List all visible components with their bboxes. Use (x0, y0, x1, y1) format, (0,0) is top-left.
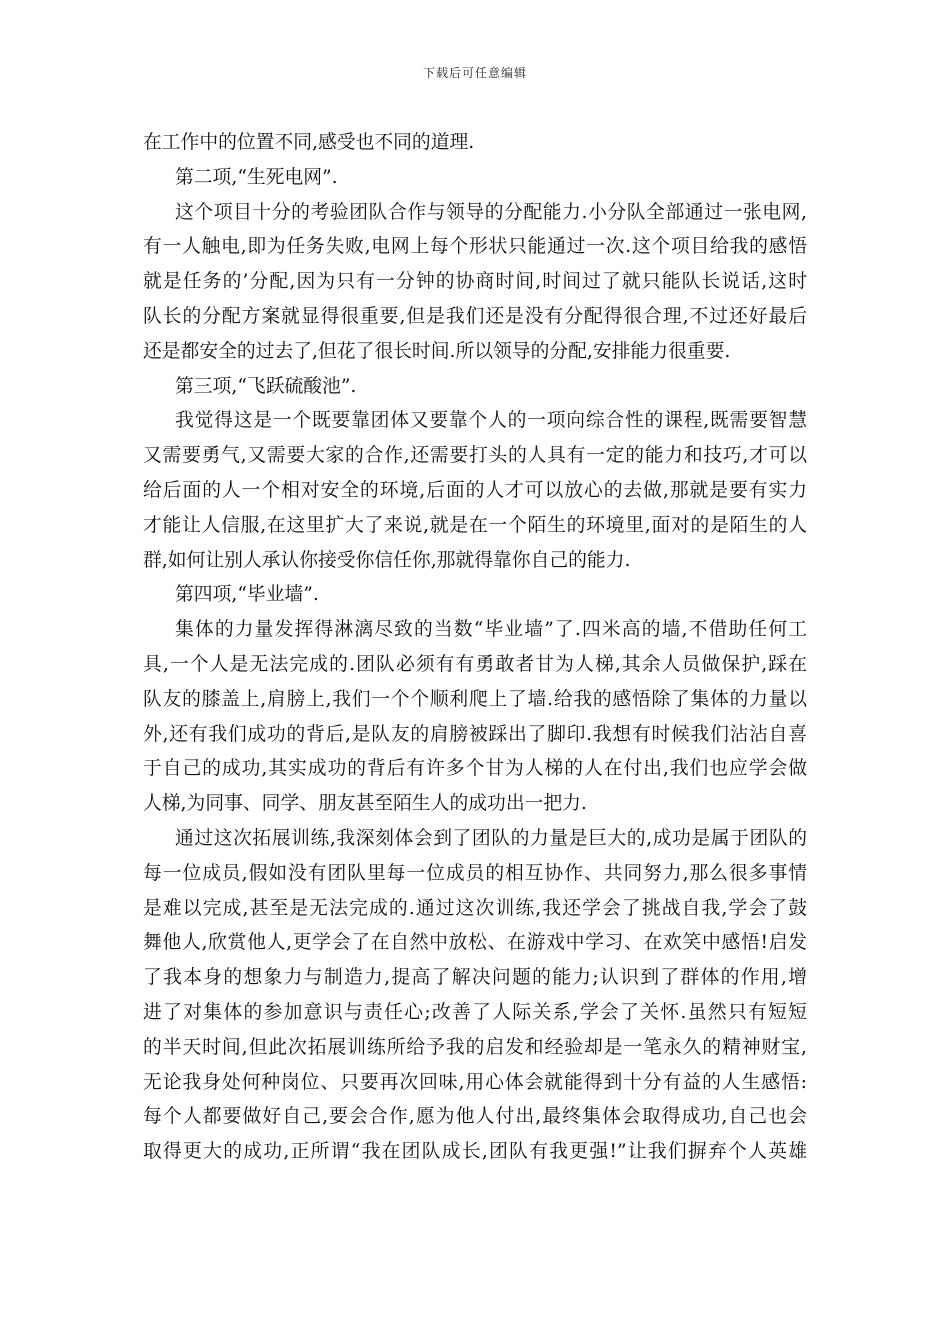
text-line: 于自己的成功,其实成功的背后有许多个甘为人梯的人在付出,我们也应学会做 (143, 758, 807, 780)
text-line: 每一位成员,假如没有团队里每一位成员的相互协作、共同努力,那么很多事情 (143, 862, 807, 884)
text-line: 无论我身处何种岗位、只要再次回味,用心体会就能得到十分有益的人生感悟: (143, 1071, 807, 1093)
text-line: 了我本身的想象力与制造力,提高了解决问题的能力;认识到了群体的作用,增 (143, 967, 807, 989)
text-line: 取得更大的成功,正所谓“我在团队成长,团队有我更强!”让我们摒弃个人英雄 (143, 1141, 807, 1163)
text-line: 人梯,为同事、同学、朋友甚至陌生人的成功出一把力. (143, 793, 587, 815)
text-line: 又需要勇气,又需要大家的合作,还需要打头的人具有一定的能力和技巧,才可以 (143, 445, 807, 467)
text-line: 集体的力量发挥得淋漓尽致的当数“毕业墙”了.四米高的墙,不借助任何工 (175, 619, 807, 641)
text-line: 有一人触电,即为任务失败,电网上每个形状只能通过一次.这个项目给我的感悟 (143, 236, 807, 258)
text-line: 外,还有我们成功的背后,是队友的肩膀被踩出了脚印.我想有时候我们沾沾自喜 (143, 723, 807, 745)
text-line: 还是都安全的过去了,但花了很长时间.所以领导的分配,安排能力很重要. (143, 340, 731, 362)
text-line: 这个项目十分的考验团队合作与领导的分配能力.小分队全部通过一张电网, (175, 201, 807, 223)
page-header: 下载后可任意编辑 (422, 66, 527, 80)
text-line: 第三项,“飞跃硫酸池”. (175, 375, 357, 397)
text-line: 每个人都要做好自己,要会合作,愿为他人付出,最终集体会取得成功,自己也会 (143, 1106, 807, 1128)
text-line: 才能让人信服,在这里扩大了来说,就是在一个陌生的环境里,面对的是陌生的人 (143, 514, 807, 536)
document-body (143, 126, 807, 1170)
text-line: 队长的分配方案就显得很重要,但是我们还是没有分配得很合理,不过还好最后 (143, 305, 807, 327)
text-line: 就是任务的’分配,因为只有一分钟的协商时间,时间过了就只能队长说话,这时 (143, 271, 807, 293)
text-line: 我觉得这是一个既要靠团体又要靠个人的一项向综合性的课程,既需要智慧 (175, 410, 807, 432)
text-line: 给后面的人一个相对安全的环境,后面的人才可以放心的去做,那就是要有实力 (143, 479, 807, 501)
text-line: 第四项,“毕业墙”. (175, 584, 319, 606)
text-line: 舞他人,欣赏他人,更学会了在自然中放松、在游戏中学习、在欢笑中感悟!启发 (143, 932, 807, 954)
text-line: 的半天时间,但此次拓展训练所给予我的启发和经验却是一笔永久的精神财宝, (143, 1036, 807, 1058)
text-line: 进了对集体的参加意识与责任心;改善了人际关系,学会了关怀.虽然只有短短 (143, 1001, 807, 1023)
text-line: 第二项,“生死电网”. (175, 166, 338, 188)
text-line: 群,如何让别人承认你接受你信任你,那就得靠你自己的能力. (143, 549, 631, 571)
text-line: 是难以完成,甚至是无法完成的.通过这次训练,我还学会了挑战自我,学会了鼓 (143, 897, 807, 919)
text-line: 在工作中的位置不同,感受也不同的道理. (143, 132, 475, 153)
text-line: 队友的膝盖上,肩膀上,我们一个个顺利爬上了墙.给我的感悟除了集体的力量以 (143, 688, 807, 710)
text-line: 通过这次拓展训练,我深刻体会到了团队的力量是巨大的,成功是属于团队的 (175, 827, 807, 849)
text-line: 具,一个人是无法完成的.团队必须有有勇敢者甘为人梯,其余人员做保护,踩在 (143, 653, 807, 675)
